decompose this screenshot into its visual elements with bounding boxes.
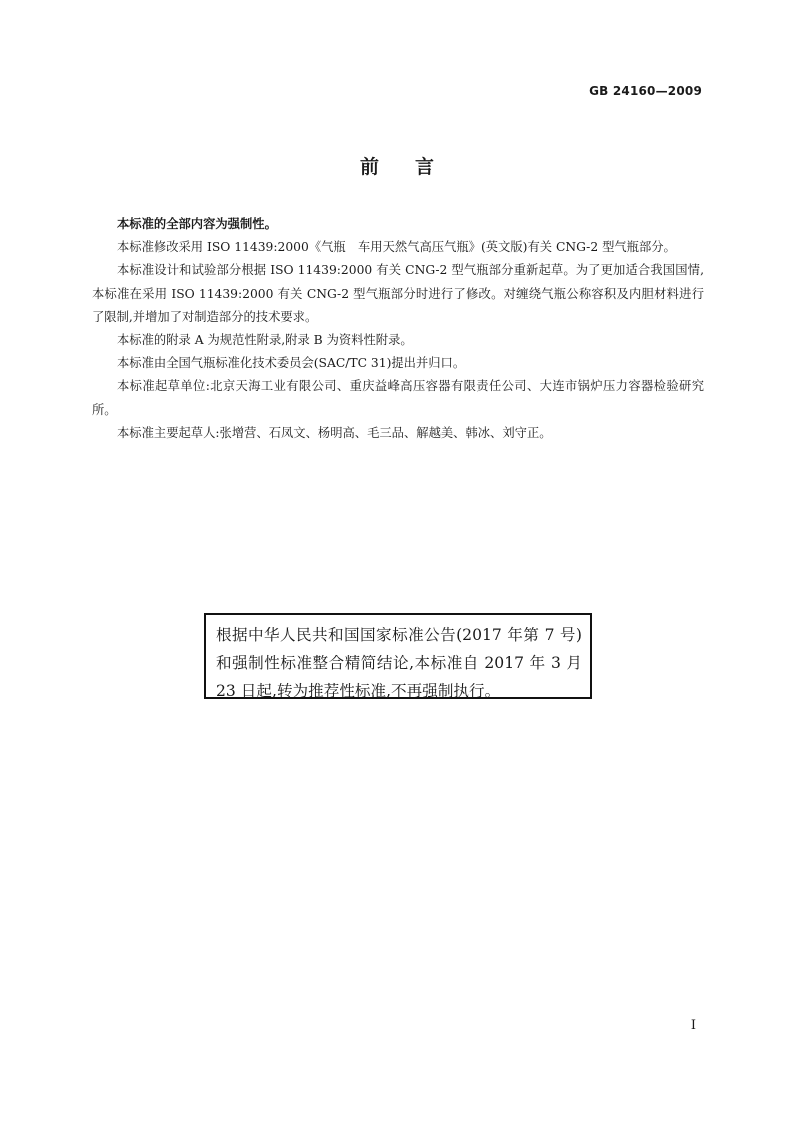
- paragraph-committee: 本标准由全国气瓶标准化技术委员会(SAC/TC 31)提出并归口。: [117, 356, 466, 371]
- page-title: 前言: [359, 156, 470, 178]
- paragraph-drafters: 本标准主要起草人:张增营、石凤文、杨明高、毛三品、解越美、韩冰、刘守正。: [117, 425, 552, 440]
- paragraph-mandatory: 本标准的全部内容为强制性。: [117, 217, 277, 231]
- standard-number: GB 24160—2009: [589, 84, 702, 98]
- paragraph-drafting-units: 本标准起草单位:北京天海工业有限公司、重庆益峰高压容器有限责任公司、大连市锅炉压力容器检验研究所。: [92, 379, 704, 417]
- paragraph-adoption: 本标准修改采用 ISO 11439:2000《气瓶 车用天然气高压气瓶》(英文版)有关 CNG-2 型气瓶部分。: [117, 240, 676, 255]
- page-number: I: [690, 1018, 696, 1033]
- foreword-body: [92, 213, 704, 445]
- status-notice-box: 根据中华人民共和国国家标准公告(2017 年第 7 号)和强制性标准整合精简结论,本标准自 2017 年 3 月 23 日起,转为推荐性标准,不再强制执行。: [204, 613, 592, 699]
- paragraph-drafting: 本标准设计和试验部分根据 ISO 11439:2000 有关 CNG-2 型气瓶部分重新起草。为了更加适合我国国情,本标准在采用 ISO 11439:2000 有关 CNG-2 型气瓶部分时进行了修改。对缠绕气瓶公称容积及内胆材料进行了限制,并增加了对制造部分的技术要求。: [92, 263, 704, 324]
- paragraph-annexes: 本标准的附录 A 为规范性附录,附录 B 为资料性附录。: [117, 333, 413, 348]
